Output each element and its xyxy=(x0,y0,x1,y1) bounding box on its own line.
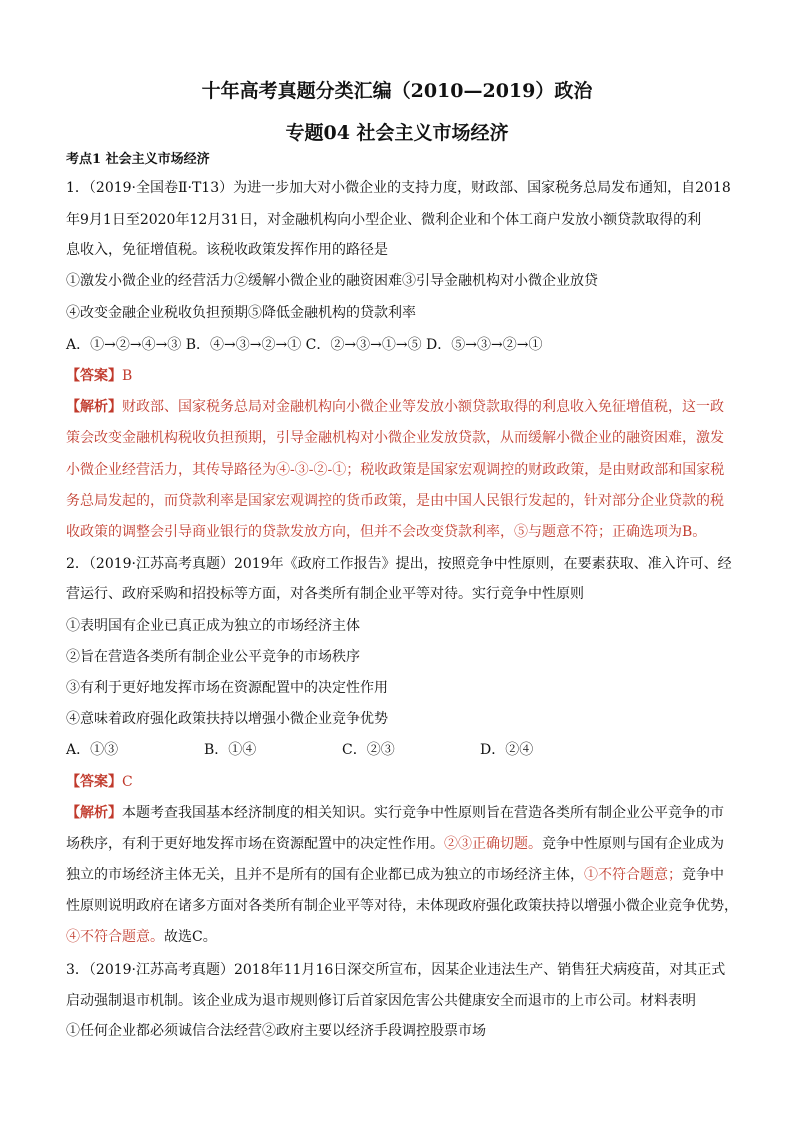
q1-item: ④改变金融企业税收负担预期⑤降低金融机构的贷款利率 xyxy=(66,305,416,321)
q3-stem-line: 启动强制退市机制。该企业成为退市规则修订后首家因危害公共健康安全而退市的上市公司。材料表明 xyxy=(66,993,696,1009)
q2-answer xyxy=(66,772,133,792)
q2-item: ①表明国有企业已真正成为独立的市场经济主体 xyxy=(66,618,360,634)
analysis-text: 竞争中 xyxy=(682,867,724,883)
q2-options xyxy=(66,740,533,760)
document-title: 十年高考真题分类汇编（2010—2019）政治 xyxy=(201,80,593,102)
analysis-highlight: ②③正确切题。 xyxy=(444,836,542,852)
q1-options: A．①→②→④→③ B．④→③→②→① C．②→③→①→⑤ D．⑤→③→②→① xyxy=(66,337,543,353)
answer-label: 【答案】 xyxy=(66,368,122,384)
q2-analysis-line xyxy=(66,803,724,823)
q1-stem-line: 1．（2019·全国卷Ⅱ·T13）为进一步加大对小微企业的支持力度，财政部、国家税务总局发布通知，自2018 xyxy=(66,180,731,196)
analysis-text: 竞争中性原则与国有企业成为 xyxy=(542,836,724,852)
analysis-text: 故选C。 xyxy=(164,929,217,945)
q2-analysis-line xyxy=(66,927,217,947)
q2-item: ④意味着政府强化政策扶持以增强小微企业竞争优势 xyxy=(66,711,388,727)
analysis-label: 【解析】 xyxy=(66,399,122,415)
q2-analysis-line xyxy=(66,834,724,854)
q1-analysis-line xyxy=(66,397,724,417)
section-heading: 考点1 社会主义市场经济 xyxy=(66,152,210,167)
q1-stem-line: 年9月1日至2020年12月31日，对金融机构向小型企业、微利企业和个体工商户发放小额贷款取得的利 xyxy=(66,212,702,228)
q2-analysis-line: 性原则说明政府在诸多方面对各类所有制企业平等对待，未体现政府强化政策扶持以增强小微企业竞争优势， xyxy=(66,898,738,914)
option-d: D．②④ xyxy=(480,742,534,758)
q3-stem-line: 3．（2019·江苏高考真题）2018年11月16日深交所宣布，因某企业违法生产、销售狂犬病疫苗，对其正式 xyxy=(66,962,726,978)
q2-analysis-line xyxy=(66,865,724,885)
analysis-text: 独立的市场经济主体无关，且并不是所有的国有企业都已成为独立的市场经济主体， xyxy=(66,867,584,883)
q1-answer xyxy=(66,366,132,386)
q1-item: ①激发小微企业的经营活力②缓解小微企业的融资困难③引导金融机构对小微企业放贷 xyxy=(66,273,598,289)
q1-analysis-line: 收政策的调整会引导商业银行的贷款发放方向，但并不会改变贷款利率，⑤与题意不符；正确选项为B。 xyxy=(66,524,707,540)
q2-stem-line: 2．（2019·江苏高考真题）2019年《政府工作报告》提出，按照竞争中性原则，在要素获取、准入许可、经 xyxy=(66,556,732,572)
q2-item: ②旨在营造各类所有制企业公平竞争的市场秩序 xyxy=(66,649,360,665)
q2-item: ③有利于更好地发挥市场在资源配置中的决定性作用 xyxy=(66,680,388,696)
q1-stem-line: 息收入，免征增值税。该税收政策发挥作用的路径是 xyxy=(66,242,388,258)
option-c: C．②③ xyxy=(342,742,395,758)
analysis-highlight: ④不符合题意。 xyxy=(66,929,164,945)
analysis-text: 财政部、国家税务总局对金融机构向小微企业等发放小额贷款取得的利息收入免征增值税，这一政 xyxy=(122,399,724,415)
option-a: A．①③ xyxy=(66,742,119,758)
q1-analysis-line: 小微企业经营活力，其传导路径为④-③-②-①；税收政策是国家宏观调控的财政政策，是由财政部和国家税 xyxy=(66,462,725,478)
answer-value: C xyxy=(122,774,133,790)
analysis-highlight: ①不符合题意； xyxy=(584,867,682,883)
analysis-text: 本题考查我国基本经济制度的相关知识。实行竞争中性原则旨在营造各类所有制企业公平竞争的市 xyxy=(122,805,724,821)
q1-analysis-line: 策会改变金融机构税收负担预期，引导金融机构对小微企业发放贷款，从而缓解小微企业的融资困难，激发 xyxy=(66,430,724,446)
q1-analysis-line: 务总局发起的，而贷款利率是国家宏观调控的货币政策，是由中国人民银行发起的，针对部分企业贷款的税 xyxy=(66,493,724,509)
analysis-label: 【解析】 xyxy=(66,805,122,821)
document-subtitle: 专题04 社会主义市场经济 xyxy=(285,122,509,144)
answer-value: B xyxy=(122,368,133,384)
q3-item: ①任何企业都必须诚信合法经营②政府主要以经济手段调控股票市场 xyxy=(66,1023,486,1039)
analysis-text: 场秩序，有利于更好地发挥市场在资源配置中的决定性作用。 xyxy=(66,836,444,852)
option-b: B．①④ xyxy=(204,742,257,758)
answer-label: 【答案】 xyxy=(66,774,122,790)
q2-stem-line: 营运行、政府采购和招投标等方面，对各类所有制企业平等对待。实行竞争中性原则 xyxy=(66,586,584,602)
